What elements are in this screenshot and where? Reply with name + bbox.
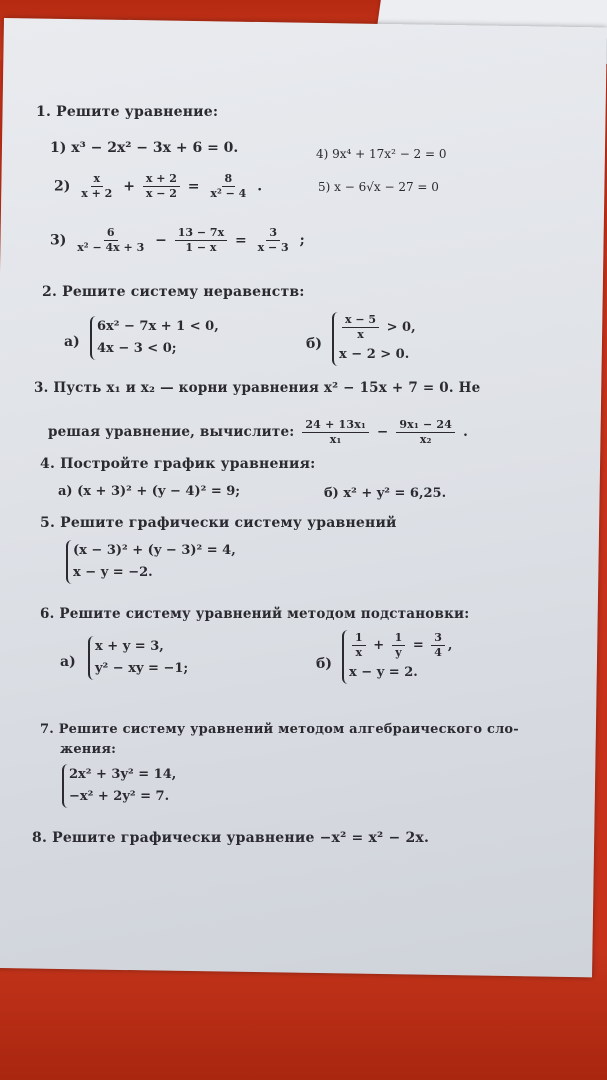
punctuation: . bbox=[463, 424, 468, 440]
eq2-prefix: 2) bbox=[54, 178, 71, 195]
operator: + bbox=[373, 638, 385, 653]
system-line: x − y = −2. bbox=[73, 565, 153, 580]
punctuation: . bbox=[257, 178, 263, 195]
task6-system-b bbox=[342, 630, 452, 684]
numerator: x bbox=[91, 172, 104, 187]
numerator: 8 bbox=[222, 172, 236, 187]
task4-heading: 4. Постройте график уравнения: bbox=[40, 456, 316, 472]
denominator: x + 2 bbox=[81, 187, 113, 200]
denominator: x² − 4 bbox=[210, 187, 247, 200]
numerator: 1 bbox=[392, 631, 406, 646]
system-line: x − 2 > 0. bbox=[339, 347, 410, 362]
task3-line2 bbox=[48, 418, 468, 447]
operator: − bbox=[376, 424, 389, 440]
fraction bbox=[207, 172, 249, 201]
system-line: 2x² + 3y² = 14, bbox=[69, 767, 177, 782]
numerator: x − 5 bbox=[342, 313, 379, 328]
task6-system-a bbox=[88, 636, 188, 680]
fraction bbox=[78, 172, 115, 201]
numerator: 3 bbox=[431, 631, 445, 646]
operator: = bbox=[412, 638, 424, 653]
system-line: x − y = 2. bbox=[349, 665, 418, 680]
denominator: x − 3 bbox=[257, 241, 289, 254]
system-line: x + y = 3, bbox=[95, 639, 164, 654]
task1-equation-4: 4) 9x⁴ + 17x² − 2 = 0 bbox=[316, 147, 447, 161]
denominator: y bbox=[395, 646, 402, 659]
system-line: (x − 3)² + (y − 3)² = 4, bbox=[73, 543, 236, 558]
fraction bbox=[302, 418, 369, 447]
fraction bbox=[74, 226, 147, 255]
task2-heading: 2. Решите систему неравенств: bbox=[42, 284, 305, 300]
fraction bbox=[175, 226, 227, 255]
punctuation: ; bbox=[299, 232, 305, 249]
numerator: 6 bbox=[104, 226, 118, 241]
numerator: 9x₁ − 24 bbox=[396, 418, 455, 433]
numerator: 3 bbox=[266, 226, 280, 241]
eq3-prefix: 3) bbox=[50, 232, 67, 249]
task8-heading: 8. Решите графически уравнение −x² = x² − 2x. bbox=[32, 830, 430, 846]
task2-label-b: б) bbox=[306, 336, 322, 352]
operator: − bbox=[155, 232, 167, 249]
denominator: 4 bbox=[434, 646, 442, 659]
operator: = bbox=[187, 178, 200, 195]
inequality-tail: > 0, bbox=[386, 320, 416, 335]
task6-label-b: б) bbox=[316, 656, 332, 672]
numerator: 13 − 7x bbox=[175, 226, 227, 241]
task4-equation-a: а) (x + 3)² + (y − 4)² = 9; bbox=[58, 484, 241, 499]
denominator: x₂ bbox=[419, 433, 432, 446]
task2-label-a: а) bbox=[64, 334, 80, 350]
numerator: x + 2 bbox=[143, 172, 180, 187]
task1-equation-5: 5) x − 6√x − 27 = 0 bbox=[318, 180, 439, 194]
task3-line1: 3. Пусть x₁ и x₂ — корни уравнения x² − 15x + 7 = 0. Не bbox=[34, 380, 481, 396]
task1-equation-2 bbox=[54, 172, 262, 201]
system-line: 6x² − 7x + 1 < 0, bbox=[97, 319, 219, 334]
operator: = bbox=[235, 232, 247, 249]
denominator: x₁ bbox=[329, 433, 342, 446]
task1-equation-3 bbox=[50, 226, 305, 255]
task1-equation-1: 1) x³ − 2x² − 3x + 6 = 0. bbox=[50, 140, 239, 156]
punctuation: , bbox=[447, 638, 453, 653]
denominator: x bbox=[357, 328, 364, 341]
fraction bbox=[352, 631, 366, 660]
system-line: y² − xy = −1; bbox=[95, 661, 189, 676]
fraction bbox=[143, 172, 180, 201]
task5-heading: 5. Решите графически систему уравнений bbox=[40, 515, 397, 531]
fraction bbox=[342, 313, 379, 342]
fraction bbox=[431, 631, 445, 660]
system-line: −x² + 2y² = 7. bbox=[69, 789, 170, 804]
numerator: 24 + 13x₁ bbox=[302, 418, 369, 433]
task2-system-b bbox=[332, 312, 416, 366]
denominator: x bbox=[355, 646, 363, 659]
system-line: 4x − 3 < 0; bbox=[97, 341, 177, 356]
fraction bbox=[255, 226, 292, 255]
task6-heading: 6. Решите систему уравнений методом подстановки: bbox=[40, 606, 470, 622]
system-line bbox=[349, 630, 452, 662]
task5-system bbox=[66, 540, 236, 584]
numerator: 1 bbox=[352, 631, 366, 646]
operator: + bbox=[123, 178, 135, 195]
denominator: x − 2 bbox=[145, 187, 177, 200]
task7-heading-cont: жения: bbox=[60, 742, 117, 757]
denominator: x² − 4x + 3 bbox=[77, 241, 145, 254]
fraction bbox=[392, 631, 406, 660]
task4-equation-b: б) x² + y² = 6,25. bbox=[324, 486, 447, 501]
task7-heading: 7. Решите систему уравнений методом алгебраического сло- bbox=[40, 722, 519, 737]
task3-prompt: решая уравнение, вычислите: bbox=[48, 424, 295, 440]
fraction bbox=[396, 418, 455, 447]
task2-system-a bbox=[90, 316, 219, 360]
task1-heading: 1. Решите уравнение: bbox=[36, 104, 219, 120]
system-line bbox=[339, 312, 416, 344]
task7-system bbox=[62, 764, 176, 808]
task6-label-a: а) bbox=[60, 654, 76, 670]
denominator: 1 − x bbox=[185, 241, 217, 254]
